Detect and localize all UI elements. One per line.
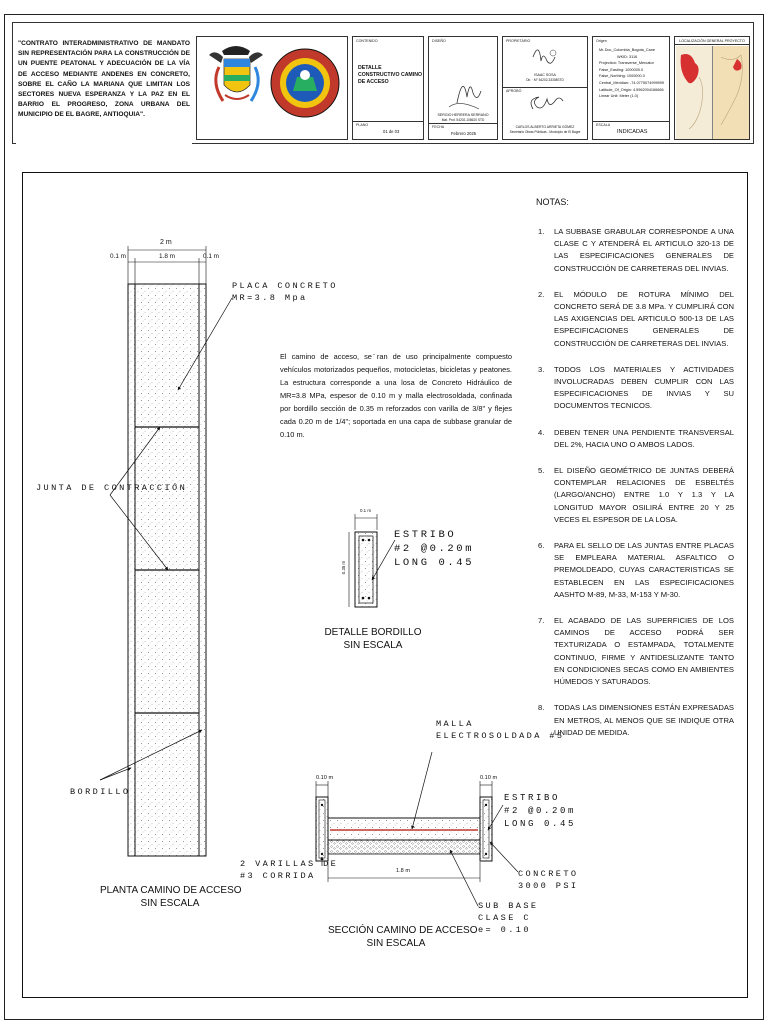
fecha-value: Febrero 2025 <box>451 131 477 136</box>
plan-view <box>100 246 232 856</box>
approver-name: CARLOS ALBERTO ARRIETA GÓMEZ <box>515 125 575 129</box>
curb-dim-side: 0.35 m <box>341 560 347 575</box>
note-item: 8. TODAS LAS DIMENSIONES ESTÁN EXPRESADAS EN METROS, AL MENOS QUE SE INDIQUE OTRA UNIDAD DE MEDIDA. <box>538 703 734 737</box>
note-item: 2. EL MÓDULO DE ROTURA MÍNIMO DEL CONCRETO SERÁ DE 3.8 MPa. Y CUMPLIRÁ CON LAS AXIGENCIAS DEL ARTICULO 500-13 DE LAS ESPECIFICACIONES GENERALES DE CONSTRUCCIÓN DE CARRETERAS DEL INVIAS. <box>538 289 734 348</box>
escala-value: INDICADAS <box>617 129 648 135</box>
curb-estribo-label: ESTRIBO #2 @0.20m LONG 0.45 <box>394 529 475 569</box>
propietario-cell: PROPIETARIO ISAAC SOSA Dir. · M° 54202-33308STD APROBÓ CARLOS ALBERTO ARRIETA GÓMEZ Secretario Obras Públicas - Municipio de El Bagre <box>502 36 588 140</box>
location-title: LOCALIZACIÓN GENERAL PROYECTO <box>675 37 749 45</box>
note-item: 4. DEBEN TENER UNA PENDIENTE TRANSVERSAL DEL 2%, HACIA UNO O AMBOS LADOS. <box>538 427 734 449</box>
malla-label: MALLA ELECTROSOLDADA #5 <box>436 719 565 741</box>
note-item: 6. PARA EL SELLO DE LAS JUNTAS ENTRE PLACAS SE EMPLEARA MATERIAL ASFALTICO O PREMOLDEADO, CUYAS CARACTERISTICAS SE ESTABLECEN EN LAS ESPECIFICACIONES AASHTO M-89, M-33, M-153 Y M-30. <box>538 541 734 599</box>
note-item: 7. EL ACABADO DE LAS SUPERFICIES DE LOS CAMINOS DE ACCESO PODRÁ SER TEXTURIZADA O ESTAMPADA, TOTALMENTE CONTINUO, FIRME Y ANTIDESLIZANTE TANTO EN CONDICIONES SECAS COMO EN AMBIENTES HÚMEDOS Y SATURADOS. <box>538 616 734 687</box>
origen-lines: Mr-Doc_Colombia_Bogota_Cane WKID: 3116 Projection: Transverse_Mercator False_Easting: 1000000.0 False_Northing: 1000000.0 Central_Meridian: -74.0775074999999 Latitude_Of_Origin: 4.5962004166666 Linear Unit: Meter (1.0) <box>599 48 665 99</box>
note-item: 3. TODOS LOS MATERIALES Y ACTIVIDADES INVOLUCRADAS DEBEN CUMPLIR CON LAS ESPECIFICACIONES DE INVIAS Y SU DOCUMENTOS TECNICOS. <box>538 364 734 411</box>
subbase-label: SUB BASE CLASE C e= 0.10 <box>478 901 539 935</box>
varillas-label: 2 VARILLAS DE #3 CORRIDA <box>240 859 339 881</box>
origen-cell: Origen Mr-Doc_Colombia_Bogota_Cane WKID: 3116 Projection: Transverse_Mercator False_Easting: 1000000.0 False_Northing: 1000000.0 Central_Meridian: -74.0775074999999 Latitude_Of_Origin: 4.5962004166666 Linear Unit: Meter (1.0) ESCALA INDICADAS <box>592 36 670 140</box>
plan-dim-right: 0.1 m <box>203 253 219 260</box>
section-dim-left: 0.10 m <box>316 775 334 781</box>
curb-detail <box>349 514 395 607</box>
plan-dim-mid: 1.8 m <box>159 253 175 260</box>
concrete-slab <box>328 818 480 840</box>
owner-role: Dir. · M° 54202-33308STD <box>526 78 564 82</box>
designer-role: Mat. Prof. 54202-108620 STD <box>441 118 485 122</box>
junta-contraccion-label: JUNTA DE CONTRACCIÓN <box>36 483 188 493</box>
note-item: 5. EL DISEÑO GEOMÉTRICO DE JUNTAS DEBERÁ CONTEMPLAR RELACIONES DE ESBELTÉS (LARGO/ANCHO) ENTRE 1.0 Y 1.3 Y LA LONGITUD MAYOR OSILIRÁ ENTRE 20 Y 25 VECES EL ESPESOR DE LA LOSA. <box>538 466 734 524</box>
section-estribo-label: ESTRIBO #2 @0.20m LONG 0.45 <box>504 793 577 829</box>
placa-concreto-label: PLACA CONCRETO MR=3.8 Mpa <box>232 281 338 303</box>
section-dim-right: 0.10 m <box>480 775 498 781</box>
contenido-cell: CONTENIDO DETALLE CONSTRUCTIVO CAMINO DE ACCESO PLANO 01 de 03 <box>352 36 424 140</box>
plan-caption: PLANTA CAMINO DE ACCESO SIN ESCALA <box>100 885 242 909</box>
section-dim-mid: 1.8 m <box>396 868 410 874</box>
plan-dim-left: 0.1 m <box>110 253 126 260</box>
contenido-value: DETALLE CONSTRUCTIVO CAMINO DE ACCESO <box>358 65 422 85</box>
designer-name: SERGIO HERRERA SERRANO <box>437 113 489 117</box>
plano-value: 01 de 03 <box>383 129 400 134</box>
section-caption: SECCIÓN CAMINO DE ACCESO SIN ESCALA <box>328 925 478 949</box>
contract-description: "CONTRATO INTERADMINISTRATIVO DE MANDATO SIN REPRESENTACIÓN PARA LA CONSTRUCCIÓN DE UN PUENTE PEATONAL Y ADECUACIÓN DE LA VÍA DE ACCESO MEDIANTE ANDENES EN CONCRETO, SOBRE EL CAÑO LA MARIANA QUE LIMITAN LOS SECTORES NUEVA ESPERANZA Y LA PAZ EN EL BARRIO EL PROGRESO, ZONA URBANA DEL MUNICIPIO DE EL BAGRE, ANTIOQUIA". <box>16 38 192 144</box>
approver-role: Secretario Obras Públicas - Municipio de El Bagre <box>509 130 581 134</box>
diseno-cell: DISEÑO SERGIO HERRERA SERRANO Mat. Prof. 54202-108620 STD FECHA Febrero 2025 <box>428 36 498 140</box>
owner-name: ISAAC SOSA <box>534 73 556 77</box>
notes-list <box>538 226 734 753</box>
left-curb <box>316 797 328 861</box>
curb-caption: DETALLE BORDILLO SIN ESCALA <box>324 627 422 651</box>
notes-title: NOTAS: <box>536 197 569 207</box>
access-road-description: El camino de acceso, se ̈ran de uso principalmente compuesto vehículos motorizados pequeños, motocicletas, bicicletas y peatones. La estructura corresponde a una losa de Concreto Hidráulico de MR=3.8 MPa, espesor de 0.10 m y malla electrosoldada, confinada por bordillo sección de 0.35 m reforzados con varilla de 3/8" y flejes cada 0.20 m de 1/4"; soportada en una capa de subbase granular de 0.10 m. <box>280 352 512 439</box>
concreto-label: CONCRETO 3000 PSI <box>518 869 579 891</box>
note-item: 1. LA SUBBASE GRABULAR CORRESPONDE A UNA CLASE C Y ATENDERÁ EL ARTICULO 320-13 DE LAS ESPECIFICACIONES GENERALES DE CONSTRUCCIÓN DE CARRETERAS DEL INVIAS. <box>538 227 734 273</box>
curb-dim-top: 0.1 m <box>360 508 371 513</box>
plan-dim-total: 2 m <box>160 239 172 246</box>
subbase-layer <box>328 840 480 854</box>
bordillo-label: BORDILLO <box>70 787 131 797</box>
right-curb <box>480 797 492 861</box>
